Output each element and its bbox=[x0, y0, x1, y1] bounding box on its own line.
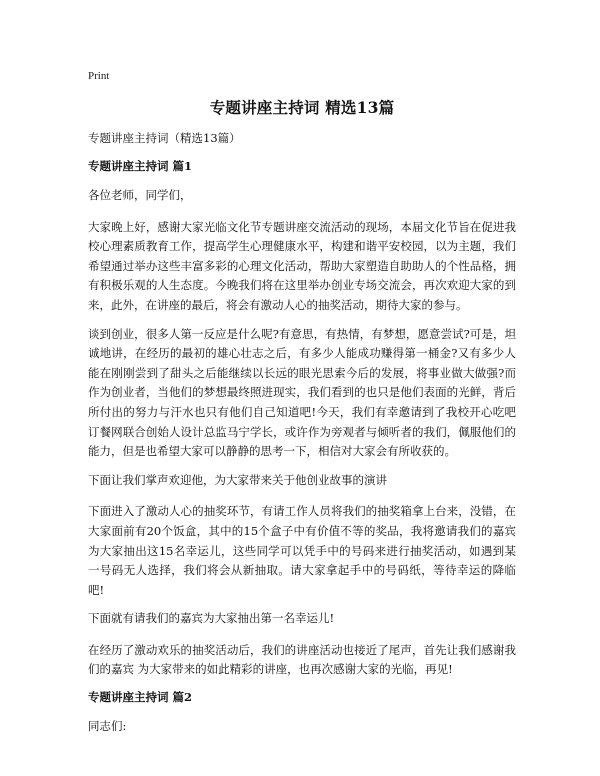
body-paragraph: 下面就有请我们的嘉宾为大家抽出第一名幸运儿! bbox=[88, 611, 335, 626]
greeting-paragraph: 各位老师，同学们， bbox=[88, 188, 192, 202]
body-paragraph: 下面让我们掌声欢迎他，为大家带来关于他创业故事的演讲 bbox=[88, 472, 387, 487]
document-page bbox=[88, 70, 516, 749]
body-paragraph: 下面进入了激动人心的抽奖环节，有请工作人员将我们的抽奖箱拿上台来，没错，在大家面前有20个饭盒，其中的15个盒子中有价值不等的奖品，我将邀请我们的嘉宾为大家抽出这15名幸运儿，这些同学可以凭手中的号码来进行抽奖活动，如遇到某一号码无人选择，我们将会从新抽取。请大家拿起手中的号码纸，等待幸运的降临吧! bbox=[88, 504, 516, 597]
body-paragraph: 在经历了激动欢乐的抽奖活动后，我们的讲座活动也接近了尾声，首先让我们感谢我们的嘉宾 为大家带来的如此精彩的讲座，也再次感谢大家的光临，再见! bbox=[88, 642, 516, 677]
greeting-paragraph: 同志们: bbox=[88, 719, 127, 734]
document-title: 专题讲座主持词 精选13篇 bbox=[209, 98, 395, 117]
section-2 bbox=[88, 689, 516, 737]
print-label[interactable]: Print bbox=[88, 70, 110, 82]
section-heading: 专题讲座主持词 篇2 bbox=[88, 690, 193, 705]
section-1 bbox=[88, 158, 516, 680]
document-subtitle: 专题讲座主持词（精选13篇） bbox=[88, 131, 241, 145]
section-heading: 专题讲座主持词 篇1 bbox=[88, 159, 193, 173]
body-paragraph: 谈到创业，很多人第一反应是什么呢?有意思，有热情，有梦想，愿意尝试?可是，坦诚地讲，在经历的最初的雄心壮志之后，有多少人能成功赚得第一桶金?又有多少人能在刚刚尝到了甜头之后能继续以长远的眼光思索今后的发展，将事业做大做强?而作为创业者，当他们的梦想最终照进现实，我们看到的也只是他们表面的光鲜，背后所付出的努力与汗水也只有他们自己知道吧!今天，我们有幸邀请到了我校开心吃吧订餐网联合创始人设计总监马宁学长，或许作为旁观者与倾听者的我们，佩服他们的能力，但是也希望大家可以静静的思考一下，相信对大家会有所收获的。 bbox=[88, 326, 516, 459]
body-paragraph: 大家晚上好，感谢大家光临文化节专题讲座交流活动的现场，本届文化节旨在促进我校心理素质教育工作，提高学生心理健康水平，构建和谐平安校园，以为主题，我们希望通过举办这些丰富多彩的心理文化活动，帮助大家塑造自助助人的个性品格，拥有积极乐观的人生态度。今晚我们将在这里举办创业专场交流会，再次欢迎大家的到来，此外，在讲座的最后，将会有激动人心的抽奖活动，期待大家的参与。 bbox=[88, 219, 516, 312]
